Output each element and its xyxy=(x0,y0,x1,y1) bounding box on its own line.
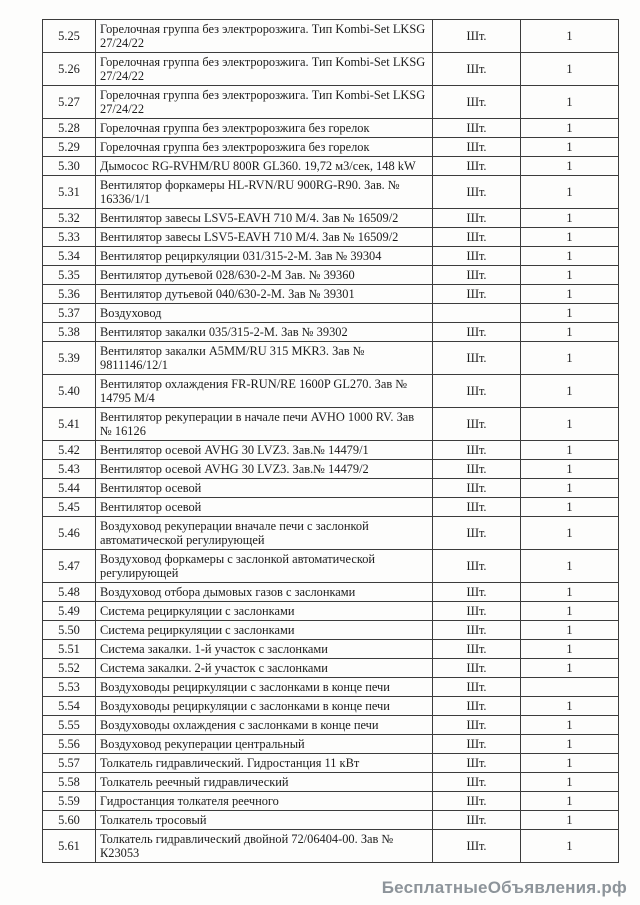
row-description: Воздуховод форкамеры с заслонкой автоматической регулирующей xyxy=(96,550,433,583)
row-unit: Шт. xyxy=(433,754,521,773)
row-number: 5.52 xyxy=(43,659,96,678)
row-number: 5.40 xyxy=(43,375,96,408)
row-unit: Шт. xyxy=(433,697,521,716)
row-description: Толкатель гидравлический двойной 72/06404-00. Зав № К23053 xyxy=(96,830,433,863)
row-unit: Шт. xyxy=(433,138,521,157)
row-unit: Шт. xyxy=(433,323,521,342)
table-row xyxy=(43,460,619,479)
row-unit: Шт. xyxy=(433,408,521,441)
table-row xyxy=(43,285,619,304)
row-quantity: 1 xyxy=(521,735,619,754)
table-row xyxy=(43,735,619,754)
row-number: 5.48 xyxy=(43,583,96,602)
row-unit: Шт. xyxy=(433,209,521,228)
row-unit xyxy=(433,304,521,323)
row-number: 5.55 xyxy=(43,716,96,735)
row-quantity: 1 xyxy=(521,498,619,517)
table-row xyxy=(43,323,619,342)
row-number: 5.34 xyxy=(43,247,96,266)
row-unit: Шт. xyxy=(433,583,521,602)
row-unit: Шт. xyxy=(433,792,521,811)
row-unit: Шт. xyxy=(433,811,521,830)
row-quantity: 1 xyxy=(521,830,619,863)
row-description: Горелочная группа без электророзжига. Тип Kombi-Set LKSG 27/24/22 xyxy=(96,53,433,86)
table-row xyxy=(43,228,619,247)
table-row xyxy=(43,342,619,375)
row-number: 5.36 xyxy=(43,285,96,304)
row-quantity: 1 xyxy=(521,517,619,550)
row-unit: Шт. xyxy=(433,285,521,304)
row-quantity: 1 xyxy=(521,228,619,247)
row-number: 5.32 xyxy=(43,209,96,228)
row-description: Вентилятор рециркуляции 031/315-2-М. Зав № 39304 xyxy=(96,247,433,266)
row-number: 5.29 xyxy=(43,138,96,157)
row-quantity: 1 xyxy=(521,247,619,266)
row-quantity: 1 xyxy=(521,460,619,479)
row-quantity: 1 xyxy=(521,323,619,342)
row-quantity: 1 xyxy=(521,659,619,678)
row-unit: Шт. xyxy=(433,479,521,498)
row-number: 5.37 xyxy=(43,304,96,323)
row-quantity: 1 xyxy=(521,583,619,602)
row-number: 5.59 xyxy=(43,792,96,811)
row-quantity: 1 xyxy=(521,285,619,304)
table-row xyxy=(43,247,619,266)
row-number: 5.57 xyxy=(43,754,96,773)
row-description: Воздуховод рекуперации центральный xyxy=(96,735,433,754)
row-number: 5.56 xyxy=(43,735,96,754)
row-quantity: 1 xyxy=(521,640,619,659)
row-quantity: 1 xyxy=(521,621,619,640)
row-quantity xyxy=(521,678,619,697)
row-number: 5.26 xyxy=(43,53,96,86)
row-number: 5.53 xyxy=(43,678,96,697)
row-unit: Шт. xyxy=(433,659,521,678)
row-unit: Шт. xyxy=(433,602,521,621)
row-number: 5.61 xyxy=(43,830,96,863)
row-quantity: 1 xyxy=(521,716,619,735)
row-description: Вентилятор дутьевой 028/630-2-М Зав. № 39360 xyxy=(96,266,433,285)
row-unit: Шт. xyxy=(433,375,521,408)
row-description: Воздуховоды рециркуляции с заслонками в конце печи xyxy=(96,697,433,716)
row-unit: Шт. xyxy=(433,176,521,209)
row-number: 5.45 xyxy=(43,498,96,517)
row-description: Система закалки. 2-й участок с заслонками xyxy=(96,659,433,678)
row-number: 5.27 xyxy=(43,86,96,119)
row-unit: Шт. xyxy=(433,621,521,640)
table-row xyxy=(43,773,619,792)
equipment-table xyxy=(42,19,619,863)
row-number: 5.28 xyxy=(43,119,96,138)
row-quantity: 1 xyxy=(521,209,619,228)
row-number: 5.25 xyxy=(43,20,96,53)
row-description: Гидростанция толкателя реечного xyxy=(96,792,433,811)
table-row xyxy=(43,138,619,157)
row-number: 5.31 xyxy=(43,176,96,209)
row-description: Вентилятор форкамеры HL-RVN/RU 900RG-R90. Зав. № 16336/1/1 xyxy=(96,176,433,209)
table-row xyxy=(43,792,619,811)
row-quantity: 1 xyxy=(521,20,619,53)
row-number: 5.33 xyxy=(43,228,96,247)
row-unit: Шт. xyxy=(433,460,521,479)
row-unit: Шт. xyxy=(433,86,521,119)
row-quantity: 1 xyxy=(521,53,619,86)
row-unit: Шт. xyxy=(433,228,521,247)
row-quantity: 1 xyxy=(521,773,619,792)
row-number: 5.44 xyxy=(43,479,96,498)
row-description: Вентилятор закалки A5MM/RU 315 MKR3. Зав № 9811146/12/1 xyxy=(96,342,433,375)
row-quantity: 1 xyxy=(521,550,619,583)
row-description: Горелочная группа без электророзжига без горелок xyxy=(96,119,433,138)
row-description: Горелочная группа без электророзжига. Тип Kombi-Set LKSG 27/24/22 xyxy=(96,20,433,53)
row-description: Вентилятор завесы LSV5-EAVH 710 М/4. Зав № 16509/2 xyxy=(96,209,433,228)
row-number: 5.35 xyxy=(43,266,96,285)
row-unit: Шт. xyxy=(433,716,521,735)
row-unit: Шт. xyxy=(433,157,521,176)
row-number: 5.50 xyxy=(43,621,96,640)
row-unit: Шт. xyxy=(433,773,521,792)
table-row xyxy=(43,266,619,285)
table-row xyxy=(43,697,619,716)
row-number: 5.41 xyxy=(43,408,96,441)
row-description: Воздуховоды охлаждения с заслонками в конце печи xyxy=(96,716,433,735)
table-row xyxy=(43,53,619,86)
row-unit: Шт. xyxy=(433,550,521,583)
watermark-text: БесплатныеОбъявления.рф xyxy=(381,878,627,897)
row-number: 5.47 xyxy=(43,550,96,583)
row-quantity: 1 xyxy=(521,697,619,716)
row-quantity: 1 xyxy=(521,754,619,773)
row-unit: Шт. xyxy=(433,247,521,266)
row-quantity: 1 xyxy=(521,792,619,811)
table-row xyxy=(43,20,619,53)
row-description: Горелочная группа без электророзжига без горелок xyxy=(96,138,433,157)
table-row xyxy=(43,157,619,176)
table-row xyxy=(43,86,619,119)
row-description: Толкатель реечный гидравлический xyxy=(96,773,433,792)
table-row xyxy=(43,602,619,621)
table-row xyxy=(43,754,619,773)
row-quantity: 1 xyxy=(521,811,619,830)
row-unit: Шт. xyxy=(433,517,521,550)
row-unit: Шт. xyxy=(433,735,521,754)
row-quantity: 1 xyxy=(521,408,619,441)
row-number: 5.49 xyxy=(43,602,96,621)
row-number: 5.60 xyxy=(43,811,96,830)
row-description: Вентилятор дутьевой 040/630-2-М. Зав № 39301 xyxy=(96,285,433,304)
row-description: Воздуховод рекуперации вначале печи с заслонкой автоматической регулирующей xyxy=(96,517,433,550)
table-row xyxy=(43,498,619,517)
row-description: Горелочная группа без электророзжига. Тип Kombi-Set LKSG 27/24/22 xyxy=(96,86,433,119)
row-unit: Шт. xyxy=(433,830,521,863)
row-unit: Шт. xyxy=(433,678,521,697)
row-unit: Шт. xyxy=(433,53,521,86)
row-description: Толкатель гидравлический. Гидростанция 11 кВт xyxy=(96,754,433,773)
row-description: Вентилятор осевой AVHG 30 LVZ3. Зав.№ 14479/2 xyxy=(96,460,433,479)
row-unit: Шт. xyxy=(433,266,521,285)
row-description: Вентилятор рекуперации в начале печи AVHO 1000 RV. Зав № 16126 xyxy=(96,408,433,441)
table-row xyxy=(43,640,619,659)
row-description: Вентилятор завесы LSV5-EAVH 710 М/4. Зав № 16509/2 xyxy=(96,228,433,247)
row-description: Воздуховоды рециркуляции с заслонками в конце печи xyxy=(96,678,433,697)
row-description: Толкатель тросовый xyxy=(96,811,433,830)
row-quantity: 1 xyxy=(521,342,619,375)
row-unit: Шт. xyxy=(433,640,521,659)
row-unit: Шт. xyxy=(433,119,521,138)
table-row xyxy=(43,583,619,602)
row-description: Вентилятор закалки 035/315-2-М. Зав № 39302 xyxy=(96,323,433,342)
equipment-table-body xyxy=(43,20,619,863)
row-unit: Шт. xyxy=(433,342,521,375)
row-description: Система рециркуляции с заслонками xyxy=(96,602,433,621)
row-number: 5.54 xyxy=(43,697,96,716)
row-quantity: 1 xyxy=(521,176,619,209)
row-description: Вентилятор охлаждения FR-RUN/RE 1600P GL270. Зав № 14795 М/4 xyxy=(96,375,433,408)
table-row xyxy=(43,408,619,441)
row-description: Воздуховод отбора дымовых газов с заслонками xyxy=(96,583,433,602)
table-row xyxy=(43,659,619,678)
row-quantity: 1 xyxy=(521,304,619,323)
row-unit: Шт. xyxy=(433,20,521,53)
row-number: 5.42 xyxy=(43,441,96,460)
table-row xyxy=(43,550,619,583)
table-row xyxy=(43,479,619,498)
row-description: Воздуховод xyxy=(96,304,433,323)
table-row xyxy=(43,304,619,323)
table-row xyxy=(43,176,619,209)
row-description: Вентилятор осевой xyxy=(96,498,433,517)
row-quantity: 1 xyxy=(521,479,619,498)
row-description: Вентилятор осевой xyxy=(96,479,433,498)
row-description: Система рециркуляции с заслонками xyxy=(96,621,433,640)
row-number: 5.38 xyxy=(43,323,96,342)
row-quantity: 1 xyxy=(521,266,619,285)
table-row xyxy=(43,621,619,640)
row-quantity: 1 xyxy=(521,138,619,157)
row-quantity: 1 xyxy=(521,602,619,621)
row-quantity: 1 xyxy=(521,441,619,460)
row-number: 5.46 xyxy=(43,517,96,550)
table-row xyxy=(43,811,619,830)
row-quantity: 1 xyxy=(521,119,619,138)
table-row xyxy=(43,119,619,138)
row-quantity: 1 xyxy=(521,86,619,119)
table-row xyxy=(43,716,619,735)
row-number: 5.39 xyxy=(43,342,96,375)
table-row xyxy=(43,678,619,697)
row-description: Вентилятор осевой AVHG 30 LVZ3. Зав.№ 14479/1 xyxy=(96,441,433,460)
table-row xyxy=(43,375,619,408)
table-row xyxy=(43,517,619,550)
row-number: 5.51 xyxy=(43,640,96,659)
row-number: 5.58 xyxy=(43,773,96,792)
row-quantity: 1 xyxy=(521,375,619,408)
row-quantity: 1 xyxy=(521,157,619,176)
table-row xyxy=(43,441,619,460)
row-description: Система закалки. 1-й участок с заслонками xyxy=(96,640,433,659)
table-row xyxy=(43,209,619,228)
row-unit: Шт. xyxy=(433,441,521,460)
table-row xyxy=(43,830,619,863)
row-number: 5.43 xyxy=(43,460,96,479)
row-unit: Шт. xyxy=(433,498,521,517)
row-description: Дымосос RG-RVHM/RU 800R GL360. 19,72 м3/сек, 148 kW xyxy=(96,157,433,176)
row-number: 5.30 xyxy=(43,157,96,176)
